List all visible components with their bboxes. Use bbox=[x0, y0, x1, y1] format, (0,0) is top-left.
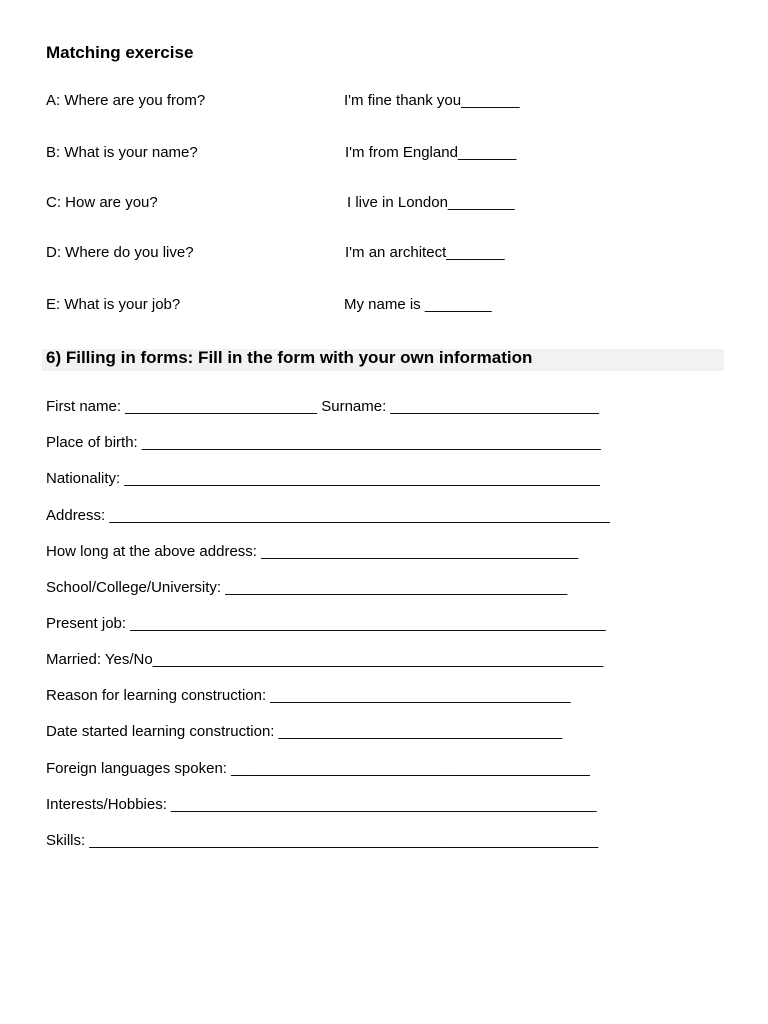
form-line-interests: Interests/Hobbies: ___________________________________________________ bbox=[46, 796, 597, 813]
form-line-address: Address: ____________________________________________________________ bbox=[46, 507, 610, 524]
form-line-skills: Skills: _____________________________________________________________ bbox=[46, 832, 599, 849]
form-line-date-started: Date started learning construction: __________________________________ bbox=[46, 723, 563, 740]
form-line-reason: Reason for learning construction: ____________________________________ bbox=[46, 687, 571, 704]
form-line-nationality: Nationality: _________________________________________________________ bbox=[46, 470, 600, 487]
form-line-first-name: First name: _______________________ Surname: _________________________ bbox=[46, 398, 599, 415]
form-line-how-long: How long at the above address: ______________________________________ bbox=[46, 543, 579, 560]
question-e: E: What is your job? bbox=[46, 296, 181, 313]
question-a: A: Where are you from? bbox=[46, 92, 206, 109]
question-d: D: Where do you live? bbox=[46, 244, 194, 261]
form-line-place-of-birth: Place of birth: _______________________________________________________ bbox=[46, 434, 601, 451]
answer-4: I'm an architect_______ bbox=[345, 244, 505, 261]
form-line-present-job: Present job: _________________________________________________________ bbox=[46, 615, 606, 632]
matching-heading: Matching exercise bbox=[46, 43, 194, 62]
question-b: B: What is your name? bbox=[46, 144, 198, 161]
forms-heading: 6) Filling in forms: Fill in the form with your own information bbox=[46, 348, 533, 367]
question-c: C: How are you? bbox=[46, 194, 158, 211]
form-line-school: School/College/University: _________________________________________ bbox=[46, 579, 568, 596]
answer-1: I'm fine thank you_______ bbox=[344, 92, 520, 109]
answer-2: I'm from England_______ bbox=[345, 144, 517, 161]
answer-3: I live in London________ bbox=[347, 194, 515, 211]
form-line-languages: Foreign languages spoken: ___________________________________________ bbox=[46, 760, 590, 777]
form-line-married: Married: Yes/No______________________________________________________ bbox=[46, 651, 604, 668]
answer-5: My name is ________ bbox=[344, 296, 492, 313]
